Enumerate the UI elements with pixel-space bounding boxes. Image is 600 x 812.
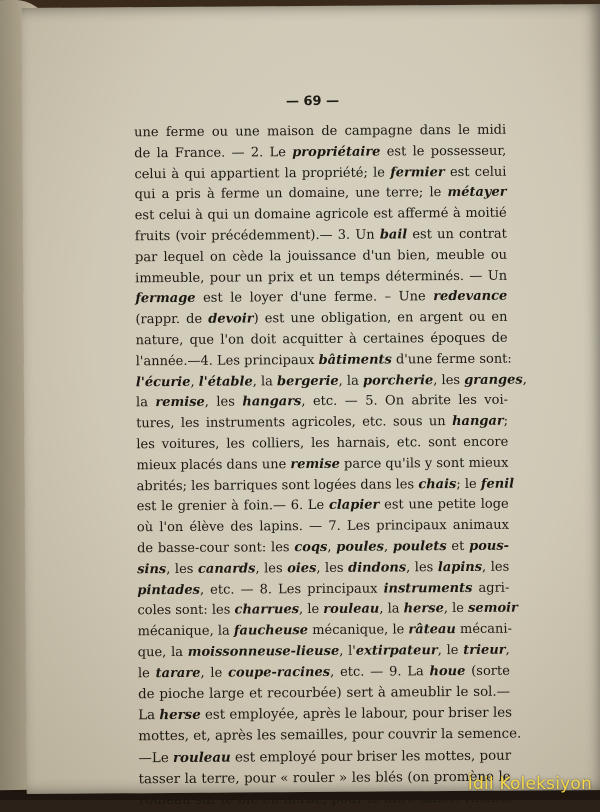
text-line: est celui à qui un domaine agricole est affermé à moitié — [134, 205, 507, 224]
text-line: fermage est le loyer d'une ferme. – Une redevance — [135, 289, 508, 307]
text-line: mottes, et, après les semailles, pour couvrir la semence. — [138, 726, 522, 745]
text-line: pintades, etc. — 8. Les principaux instruments agri- — [137, 580, 510, 598]
text-line: le tarare, le coupe-racines, etc. — 9. La houe (sorte — [137, 663, 510, 681]
text-line: abrités; les barriques sont logées dans les chais; le fenil — [136, 476, 515, 494]
text-line: celui à qui appartient la propriété; le fermier est celui — [134, 164, 507, 182]
text-line: nature, que l'on doit acquitter à certaines époques de — [135, 330, 508, 349]
book-page — [21, 4, 600, 808]
text-line: (rappr. de devoir) est une obligation, en argent ou en — [135, 309, 508, 328]
text-line: l'année.—4. Les principaux bâtiments d'une ferme sont: — [135, 351, 512, 370]
text-line: mécanique, la faucheuse mécanique, le râteau mécani- — [137, 621, 513, 640]
text-line: de basse-cour sont: les coqs, poules, poulets et pous- — [136, 538, 510, 557]
text-line: tures, les instruments agricoles, etc. sous un hangar; — [136, 413, 509, 432]
text-line: l'écurie, l'étable, la bergerie, la porcherie, les granges, — [135, 372, 527, 390]
text-line: mieux placés dans une remise parce qu'ils y sont mieux — [136, 455, 509, 473]
text-line: —Le rouleau est employé pour briser les mottes, pour — [138, 748, 512, 767]
watermark: İdil Koleksiyon — [467, 774, 592, 794]
text-line: où l'on élève des lapins. — 7. Les principaux animaux — [136, 517, 509, 536]
text-line: les voitures, les colliers, les harnais, etc. sont encore — [136, 434, 509, 453]
body-text — [134, 121, 527, 812]
text-line: qui a pris à ferme un domaine, une terre; le métayer — [134, 185, 507, 203]
text-line: immeuble, pour un prix et un temps déterminés. — Un — [135, 268, 508, 286]
text-line: une ferme ou une maison de campagne dans le midi — [134, 122, 507, 141]
text-line: que, la moissonneuse-lieuse, l'extirpateur, le trieur, — [137, 642, 510, 661]
text-line: La herse est employée, après le labour, pour briser les — [138, 705, 513, 724]
text-line: la remise, les hangars, etc. — 5. On abrite les voi- — [135, 393, 509, 411]
page-number: — 69 — — [285, 93, 340, 110]
text-line: par lequel on cède la jouissance d'un bien, meuble ou — [134, 247, 508, 266]
text-line: de la France. — 2. Le propriétaire est le possesseur, — [134, 143, 507, 162]
text-line: coles sont: les charrues, le rouleau, la herse, le semoir — [137, 600, 518, 619]
text-line: est le grenier à foin.— 6. Le clapier est une petite loge — [136, 496, 509, 515]
text-line: de pioche large et recourbée) sert à ameublir le sol.— — [138, 684, 511, 702]
text-line: sins, les canards, les oies, les dindons, les lapins, les — [137, 559, 510, 577]
text-line: rouleau sur le blé en herbe, pour le faire taller: raciner — [138, 790, 514, 808]
text-line: fruits (voir précédemment).— 3. Un bail est un contrat — [134, 226, 507, 245]
text-line: tasser la terre, pour « rouler » les blés (on promène le — [138, 769, 511, 787]
